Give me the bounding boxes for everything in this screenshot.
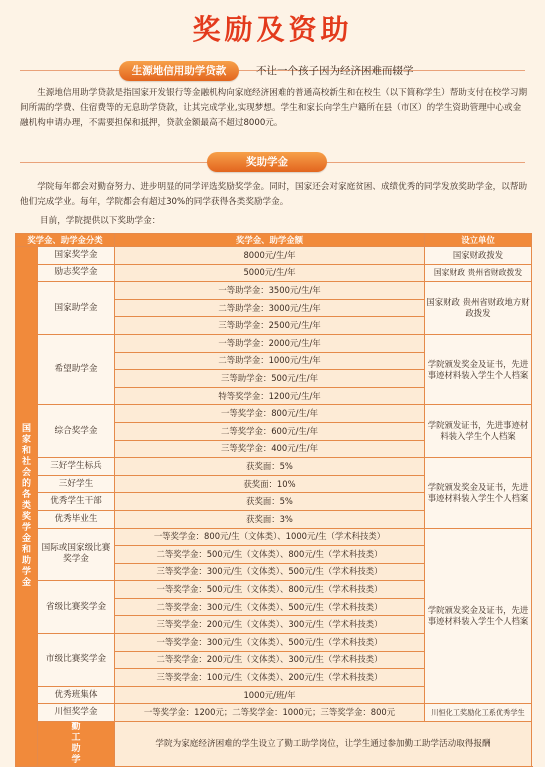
award-dept: 国家财政拨发 — [425, 247, 532, 265]
award-amount: 5000元/生/年 — [115, 264, 425, 282]
scholarship-section-pill: 奖助学金 — [207, 152, 327, 172]
award-dept: 学院颁发奖金及证书，先进事迹材料装入学生个人档案 — [425, 334, 532, 404]
award-name: 川恒奖学金 — [38, 704, 115, 722]
award-amount: 三等奖学金：300元/生（文体类）、500元/生（学术科技类） — [115, 563, 425, 581]
award-name: 国家助学金 — [38, 282, 115, 335]
page-title: 奖励及资助 — [192, 13, 353, 46]
award-dept: 学院颁发奖金及证书，先进事迹材料装入学生个人档案 — [425, 458, 532, 528]
award-dept: 国家财政 贵州省财政地方财政拨发 — [425, 282, 532, 335]
award-name: 综合奖学金 — [38, 405, 115, 458]
loan-slogan: 不让一个孩子因为经济困难而辍学 — [256, 65, 414, 77]
loan-section-pill: 生源地信用助学贷款 — [119, 61, 239, 81]
award-amount: 三等助学金：500元/生/年 — [115, 370, 425, 388]
award-amount: 二等奖学金：200元/生（文体类）、300元/生（学术科技类） — [115, 651, 425, 669]
award-amount: 一等奖学金：500元/生（文体类）、800元/生（学术科技类） — [115, 581, 425, 599]
scholarship-table — [15, 233, 532, 767]
award-amount: 获奖面：5% — [115, 493, 425, 511]
award-dept: 学院颁发证书，先进事迹材料装入学生个人档案 — [425, 405, 532, 458]
scholarship-paragraph: 学院每年都会对勤奋努力、进步明显的同学评选奖励奖学金。同时，国家还会对家庭贫困、成绩优秀的同学发放奖助学金，以帮助他们完成学业。每年，学院都会有超过30%的同学获得各类奖励学金。 — [20, 182, 528, 207]
award-name: 三好学生 — [38, 475, 115, 493]
award-amount: 三等奖学金：100元/生（文体类）、200元/生（学术科技类） — [115, 669, 425, 687]
award-amount: 三等奖学金：200元/生（文体类）、300元/生（学术科技类） — [115, 616, 425, 634]
award-name: 国家奖学金 — [38, 247, 115, 265]
award-amount: 特等奖学金：1200元/生/年 — [115, 387, 425, 405]
award-dept: 学院颁发奖金及证书，先进事迹材料装入学生个人档案 — [425, 528, 532, 704]
award-name: 希望助学金 — [38, 334, 115, 404]
award-amount: 一等奖学金：800元/生/年 — [115, 405, 425, 423]
award-amount: 一等奖学金：1200元；二等奖学金：1000元；三等奖学金：800元 — [115, 704, 425, 722]
award-name: 优秀学生干部 — [38, 493, 115, 511]
award-amount: 8000元/生/年 — [115, 247, 425, 265]
award-amount: 获奖面：10% — [115, 475, 425, 493]
category-work-study: 勤工助学 — [38, 722, 115, 767]
award-name: 优秀毕业生 — [38, 510, 115, 528]
category-main: 国家和社会的各类奖学金和助学金 — [16, 247, 38, 767]
award-amount: 二等奖学金：300元/生（文体类）、500元/生（学术科技类） — [115, 598, 425, 616]
work-study-note: 学院为家庭经济困难的学生设立了勤工助学岗位，让学生通过参加勤工助学活动取得报酬 — [115, 722, 532, 767]
award-amount: 获奖面：3% — [115, 510, 425, 528]
award-name: 三好学生标兵 — [38, 458, 115, 476]
award-name: 优秀班集体 — [38, 686, 115, 704]
header-category: 奖学金、助学金分类 — [16, 234, 115, 247]
loan-paragraph: 生源地信用助学贷款是指国家开发银行等金融机构向家庭经济困难的普通高校新生和在校生（以下简称学生）帮助支付在校学习期间所需的学费、住宿费等的无息助学贷款，让其完成学业,实现梦想。学生和家长向学生户籍所在县（市区）的学生资助管理中心或金融机构申请办理，不需要担保和抵押，贷款金额最高不超过8000元。 — [20, 88, 528, 128]
award-dept: 川恒化工奖励化工系优秀学生 — [425, 704, 532, 722]
award-amount: 一等奖学金：300元/生（文体类）、500元/生（学术科技类） — [115, 634, 425, 652]
award-amount: 获奖面：5% — [115, 458, 425, 476]
award-amount: 二等助学金：3000元/生/年 — [115, 299, 425, 317]
award-amount: 二等奖学金：600元/生/年 — [115, 422, 425, 440]
header-amount: 奖学金、助学金额 — [115, 234, 425, 247]
award-name: 省级比赛奖学金 — [38, 581, 115, 634]
award-amount: 一等助学金：2000元/生/年 — [115, 334, 425, 352]
award-amount: 二等助学金：1000元/生/年 — [115, 352, 425, 370]
scholarship-intro-line: 目前，学院提供以下奖助学金： — [40, 216, 161, 226]
award-name: 励志奖学金 — [38, 264, 115, 282]
award-amount: 二等奖学金：500元/生（文体类）、800元/生（学术科技类） — [115, 546, 425, 564]
award-name: 国际或国家级比赛奖学金 — [38, 528, 115, 581]
award-name: 市级比赛奖学金 — [38, 634, 115, 687]
award-dept: 国家财政 贵州省财政拨发 — [425, 264, 532, 282]
award-amount: 一等奖学金：800元/生（文体类）、1000元/生（学术科技类） — [115, 528, 425, 546]
header-dept: 设立单位 — [425, 234, 532, 247]
award-amount: 三等奖学金：400元/生/年 — [115, 440, 425, 458]
award-amount: 一等助学金：3500元/生/年 — [115, 282, 425, 300]
award-amount: 1000元/班/年 — [115, 686, 425, 704]
award-amount: 三等助学金：2500元/生/年 — [115, 317, 425, 335]
